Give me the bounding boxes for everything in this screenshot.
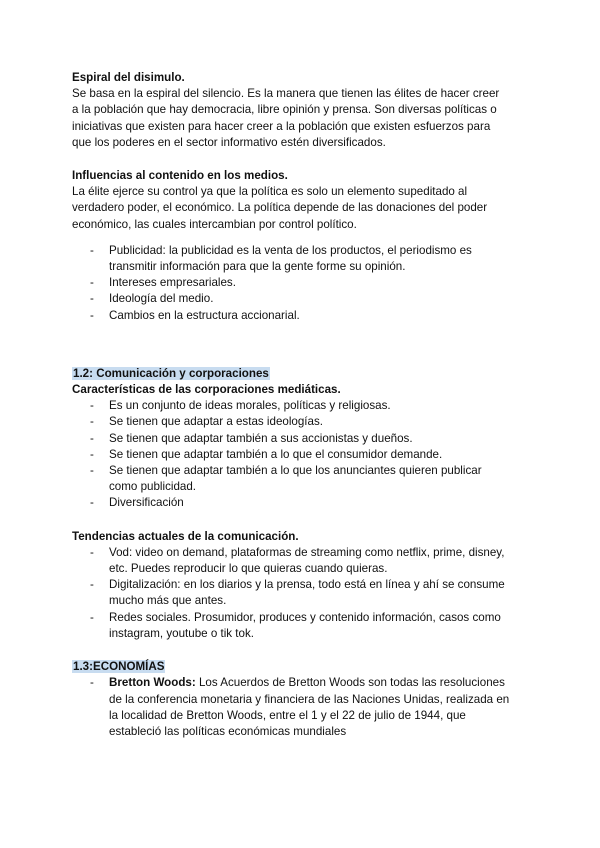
- dash-bullet: -: [90, 496, 94, 510]
- list-item: - Es un conjunto de ideas morales, políticas y religiosas.: [72, 398, 532, 414]
- influencias-list: [72, 243, 532, 324]
- list-item: - Se tienen que adaptar también a sus accionistas y dueños.: [72, 431, 532, 447]
- paragraph-line: La élite ejerce su control ya que la política es solo un elemento supeditado al: [72, 185, 468, 199]
- dash-bullet: -: [90, 676, 94, 690]
- dash-bullet: -: [90, 292, 94, 306]
- paragraph-line: que los poderes en el sector informativo estén diversificados.: [72, 135, 386, 149]
- dash-bullet: -: [90, 431, 94, 445]
- list-item: - Se tienen que adaptar también a lo que el consumidor demande.: [72, 447, 532, 463]
- section-title-espiral: Espiral del disimulo.: [72, 71, 185, 84]
- list-item: - Publicidad: la publicidad es la venta de los productos, el periodismo es transmitir información para que la gente forme su opinión.: [90, 243, 472, 274]
- dash-bullet: -: [90, 308, 94, 322]
- list-item: - Bretton Woods: Los Acuerdos de Bretton Woods son todas las resoluciones de la conferencia monetaria y financiera de las Naciones Unidas, realizada en la localidad de Bretton Woods, entre el 1 y el 22 de julio de 1944, que estableció las políticas económicas mundiales: [90, 676, 510, 738]
- section-title-tendencias: Tendencias actuales de la comunicación.: [72, 529, 299, 543]
- dash-bullet: -: [90, 276, 94, 290]
- dash-bullet: -: [90, 578, 94, 592]
- paragraph-line: Se basa en la espiral del silencio. Es la manera que tienen las élites de hacer creer: [72, 87, 500, 101]
- section-subtitle-caracteristicas: Características de las corporaciones mediáticas.: [72, 383, 341, 397]
- list-item: - Se tienen que adaptar a estas ideologías.: [72, 414, 532, 430]
- list-item: - Cambios en la estructura accionarial.: [72, 308, 532, 324]
- list-item: - Se tienen que adaptar también a lo que los anunciantes quieren publicar como publicidad.: [90, 464, 482, 494]
- list-item: - Intereses empresariales.: [72, 275, 532, 291]
- list-item: - Diversificación: [72, 495, 532, 511]
- list-item: - Ideología del medio.: [72, 291, 532, 307]
- document-page: [72, 70, 532, 740]
- economias-list: [72, 675, 532, 740]
- paragraph-line: a la población que hay democracia, libre opinión y prensa. Son diversas políticas o: [72, 103, 497, 117]
- dash-bullet: -: [90, 447, 94, 461]
- tendencias-list: [72, 545, 532, 642]
- dash-bullet: -: [90, 610, 94, 624]
- dash-bullet: -: [90, 399, 94, 413]
- bretton-woods-term: Bretton Woods:: [109, 676, 196, 690]
- list-item: - Digitalización: en los diarios y la prensa, todo está en línea y ahí se consume mucho más que antes.: [90, 578, 505, 608]
- paragraph-line: económico, las cuales intercambian por control político.: [72, 217, 357, 231]
- paragraph-line: iniciativas que existen para hacer creer a la población que existen esfuerzos para: [72, 119, 491, 133]
- paragraph-line: verdadero poder, el económico. La política depende de las donaciones del poder: [72, 201, 488, 215]
- dash-bullet: -: [90, 464, 94, 478]
- section-title-influencias: Influencias al contenido en los medios.: [72, 169, 288, 183]
- dash-bullet: -: [90, 415, 94, 429]
- section-heading-1-2: 1.2: Comunicación y corporaciones: [73, 366, 269, 380]
- list-item: - Redes sociales. Prosumidor, produces y contenido información, casos como instagram, youtube o tik tok.: [90, 610, 501, 640]
- section-heading-1-3: 1.3:ECONOMÍAS: [73, 660, 165, 674]
- dash-bullet: -: [90, 243, 94, 257]
- caracteristicas-list: [72, 398, 532, 511]
- dash-bullet: -: [90, 545, 94, 559]
- list-item: - Vod: video on demand, plataformas de streaming como netflix, prime, disney, etc. Puedes reproducir lo que quieras cuando quieras.: [90, 545, 505, 576]
